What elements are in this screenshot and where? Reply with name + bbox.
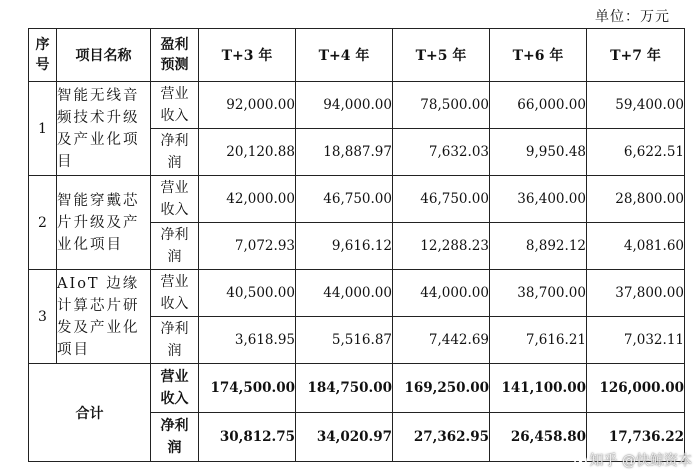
- header-year-t7: T+7 年: [587, 29, 685, 82]
- total-value-cell: 17,736.22: [587, 413, 685, 462]
- header-seq-text: 序号: [35, 37, 50, 73]
- total-metric-text: 营业收入: [160, 369, 189, 407]
- metric-text: 净利润: [160, 321, 189, 359]
- value-cell: 7,072.93: [199, 223, 296, 270]
- value-cell: 38,700.00: [490, 270, 587, 317]
- zhihu-logo-icon: [574, 454, 587, 467]
- metric-text: 净利润: [160, 227, 189, 265]
- total-metric-label: [151, 364, 199, 413]
- metric-label: [151, 129, 199, 176]
- total-metric-label: [151, 413, 199, 462]
- value-cell: 92,000.00: [199, 82, 296, 129]
- project-seq: 1: [29, 82, 57, 176]
- header-year-t4: T+4 年: [296, 29, 393, 82]
- total-value-cell: 26,458.80: [490, 413, 587, 462]
- table-row: [29, 82, 685, 129]
- value-cell: 6,622.51: [587, 129, 685, 176]
- value-cell: 3,618.95: [199, 317, 296, 364]
- value-cell: 36,400.00: [490, 176, 587, 223]
- project-seq: 3: [29, 270, 57, 364]
- unit-label: 单位：万元: [595, 9, 670, 25]
- metric-text: 营业收入: [160, 274, 189, 312]
- watermark-text: 知乎 @快鲸资本: [589, 453, 692, 469]
- value-cell: 8,892.12: [490, 223, 587, 270]
- project-name: AIoT 边缘计算芯片研发及产业化项目: [57, 270, 151, 364]
- header-year-t3: T+3 年: [199, 29, 296, 82]
- profit-forecast-table: [28, 28, 685, 462]
- project-seq: 2: [29, 176, 57, 270]
- metric-label: [151, 176, 199, 223]
- metric-label: [151, 223, 199, 270]
- metric-label: [151, 82, 199, 129]
- metric-text: 净利润: [160, 133, 189, 171]
- value-cell: 37,800.00: [587, 270, 685, 317]
- value-cell: 40,500.00: [199, 270, 296, 317]
- header-seq: [29, 29, 57, 82]
- value-cell: 7,442.69: [393, 317, 490, 364]
- value-cell: 9,616.12: [296, 223, 393, 270]
- value-cell: 42,000.00: [199, 176, 296, 223]
- value-cell: 7,032.11: [587, 317, 685, 364]
- value-cell: 12,288.23: [393, 223, 490, 270]
- header-year-t6: T+6 年: [490, 29, 587, 82]
- header-metric: [151, 29, 199, 82]
- metric-label: [151, 270, 199, 317]
- value-cell: 59,400.00: [587, 82, 685, 129]
- value-cell: 5,516.87: [296, 317, 393, 364]
- value-cell: 20,120.88: [199, 129, 296, 176]
- metric-label: [151, 317, 199, 364]
- total-value-cell: 169,250.00: [393, 364, 490, 413]
- header-metric-text: 盈利预测: [160, 37, 189, 73]
- value-cell: 44,000.00: [393, 270, 490, 317]
- value-cell: 28,800.00: [587, 176, 685, 223]
- header-row: [29, 29, 685, 82]
- total-value-cell: 174,500.00: [199, 364, 296, 413]
- value-cell: 18,887.97: [296, 129, 393, 176]
- total-value-cell: 34,020.97: [296, 413, 393, 462]
- project-name: 智能穿戴芯片升级及产业化项目: [57, 176, 151, 270]
- value-cell: 9,950.48: [490, 129, 587, 176]
- header-year-t5: T+5 年: [393, 29, 490, 82]
- total-label: 合计: [29, 364, 151, 462]
- table-row: [29, 176, 685, 223]
- value-cell: 7,616.21: [490, 317, 587, 364]
- total-value-cell: 141,100.00: [490, 364, 587, 413]
- header-project: 项目名称: [57, 29, 151, 82]
- total-row: [29, 364, 685, 413]
- total-value-cell: 184,750.00: [296, 364, 393, 413]
- total-value-cell: 27,362.95: [393, 413, 490, 462]
- value-cell: 94,000.00: [296, 82, 393, 129]
- table-row: [29, 270, 685, 317]
- project-name: 智能无线音频技术升级及产业化项目: [57, 82, 151, 176]
- value-cell: 66,000.00: [490, 82, 587, 129]
- value-cell: 46,750.00: [393, 176, 490, 223]
- value-cell: 7,632.03: [393, 129, 490, 176]
- metric-text: 营业收入: [160, 86, 189, 124]
- total-value-cell: 126,000.00: [587, 364, 685, 413]
- value-cell: 46,750.00: [296, 176, 393, 223]
- total-value-cell: 30,812.75: [199, 413, 296, 462]
- value-cell: 4,081.60: [587, 223, 685, 270]
- metric-text: 营业收入: [160, 180, 189, 218]
- value-cell: 78,500.00: [393, 82, 490, 129]
- total-metric-text: 净利润: [160, 418, 189, 456]
- watermark: [574, 450, 692, 470]
- value-cell: 44,000.00: [296, 270, 393, 317]
